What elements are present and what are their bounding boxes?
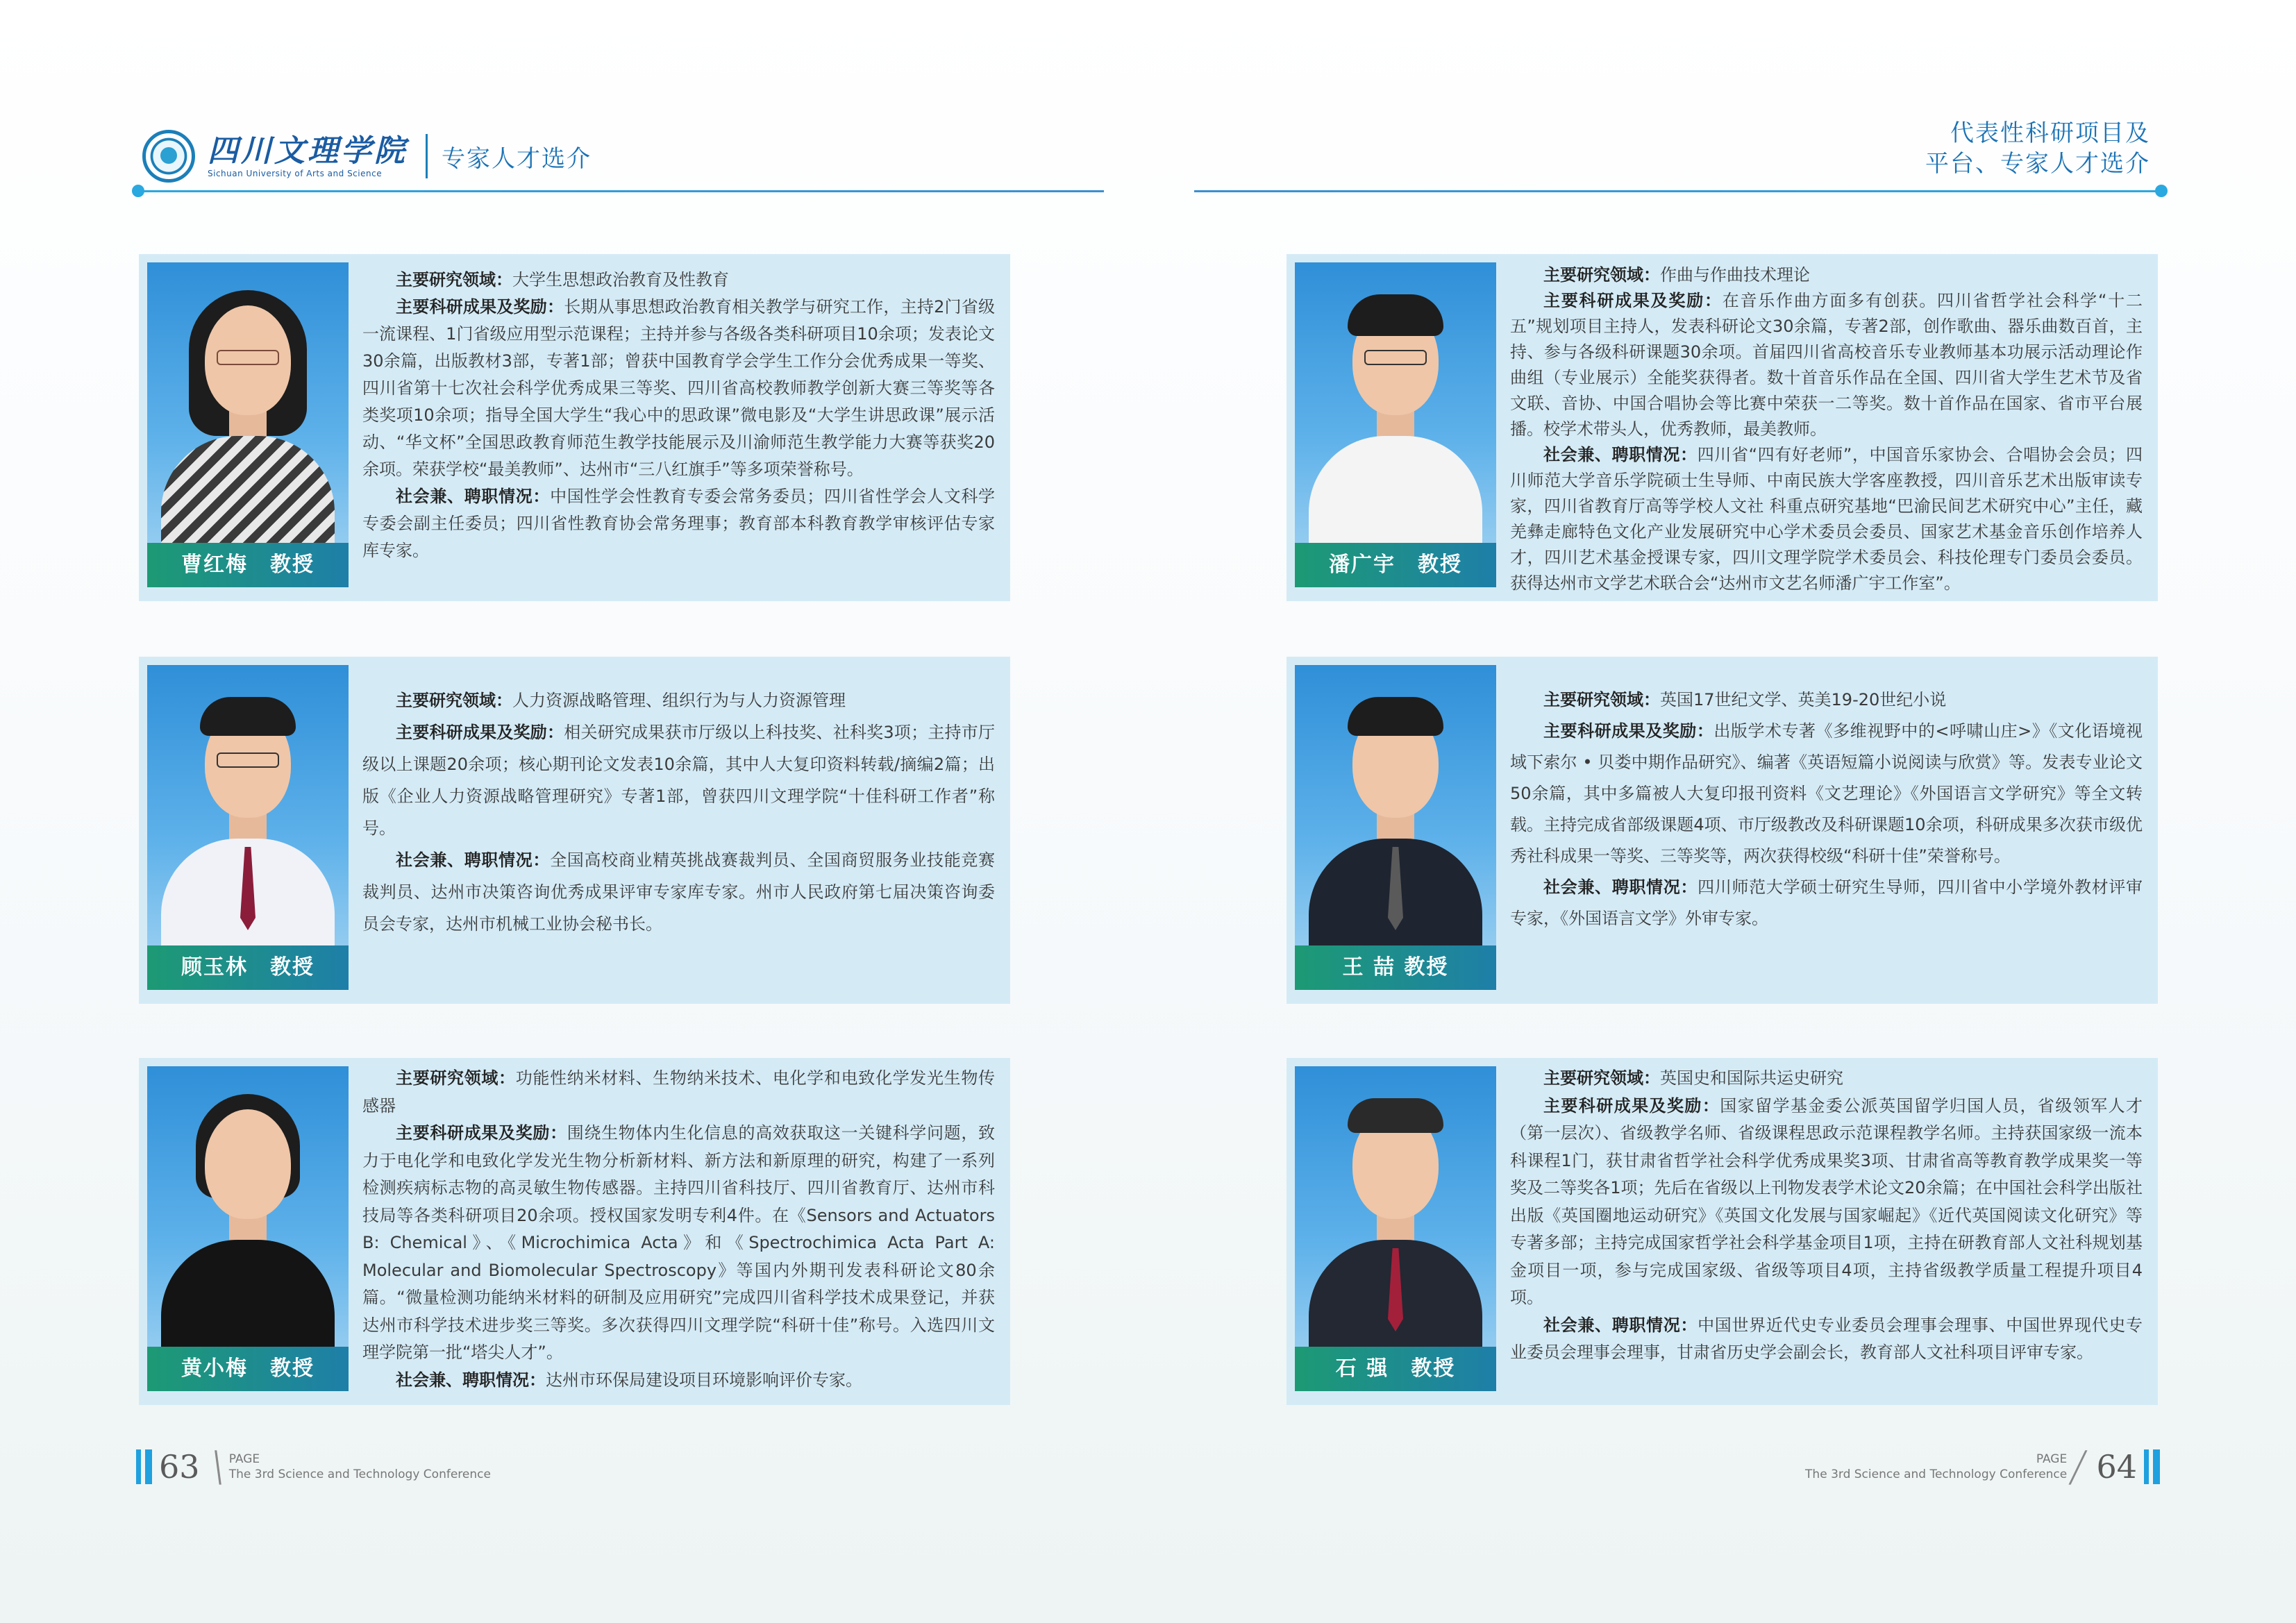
research-field: 主要研究领域：大学生思想政治教育及性教育: [396, 270, 729, 289]
research-field: 主要研究领域：功能性纳米材料、生物纳米技术、电化学和电致化学发光生物传感器: [362, 1068, 996, 1116]
social-positions: 社会兼、聘职情况：中国性学会性教育专委会常务委员；四川省性学会人文科学专委会副主任委员；四川省性教育协会常务理事；教育部本科教育教学审核评估专家库专家。: [362, 487, 996, 560]
conference-name: The 3rd Science and Technology Conference: [1805, 1468, 2068, 1481]
social-positions: 社会兼、聘职情况：达州市环保局建设项目环境影响评价专家。: [396, 1370, 862, 1390]
page-number: 63: [159, 1448, 200, 1486]
portrait-figure-icon: [1295, 665, 1496, 945]
expert-bio: [1510, 684, 2143, 934]
social-positions: 社会兼、聘职情况：四川师范大学硕士研究生导师，四川省中小学境外教材评审专家，《外国语言文学》外审专家。: [1510, 877, 2143, 928]
expert-card: [1287, 1058, 2158, 1405]
header-divider: [426, 134, 428, 178]
page-meta: [229, 1452, 491, 1482]
expert-bio: [1510, 262, 2143, 596]
research-field: 主要研究领域：作曲与作曲技术理论: [1543, 265, 1810, 285]
footer-left: [136, 1443, 491, 1491]
portrait-figure-icon: [147, 1066, 349, 1347]
expert-card: [1287, 657, 2158, 1004]
expert-bio: [362, 684, 995, 940]
section-title: 专家人才选介: [442, 144, 592, 173]
university-logo-icon: [142, 130, 195, 183]
portrait-figure-icon: [147, 262, 349, 543]
social-positions: 社会兼、聘职情况：中国世界近代史专业委员会理事会理事、中国世界现代史专业委员会理事会理事，甘肃省历史学会副会长，教育部人文社科项目评审专家。: [1510, 1315, 2143, 1362]
logo-en: Sichuan University of Arts and Science: [208, 169, 383, 178]
research-field: 主要研究领域：英国17世纪文学、英美19-20世纪小说: [1543, 690, 1947, 709]
header-left: [142, 125, 592, 187]
page-number: 64: [2096, 1448, 2137, 1486]
logo-cn: 四川文理学院: [208, 133, 408, 169]
expert-card: [139, 657, 1010, 1004]
header-rule-left: [137, 190, 1104, 192]
research-achievements: 主要科研成果及奖励：相关研究成果获市厅级以上科技奖、社科奖3项；主持市厅级以上课题20余项；核心期刊论文发表10余篇，其中人大复印资料转载/摘编2篇；出版《企业人力资源战略管理研究》专著1部，曾获四川文理学院“十佳科研工作者”称号。: [362, 723, 995, 838]
header-rule-right: [1194, 190, 2161, 192]
header-dot-right-icon: [2155, 185, 2168, 197]
page-meta: [1805, 1452, 2067, 1482]
social-positions: 社会兼、聘职情况：全国高校商业精英挑战赛裁判员、全国商贸服务业技能竞赛裁判员、达州市决策咨询优秀成果评审专家库专家。州市人民政府第七届决策咨询委员会专家，达州市机械工业协会秘书长。: [362, 850, 996, 934]
research-achievements: 主要科研成果及奖励：长期从事思想政治教育相关教学与研究工作，主持2门省级一流课程、1门省级应用型示范课程；主持并参与各级各类科研项目10余项；发表论文30余篇，出版教材3部，专著1部；曾获中国教育学会学生工作分会优秀成果一等奖、四川省第十七次社会科学优秀成果三等奖、四川省高校教师教学创新大赛三等奖等各类奖项10余项；指导全国大学生“我心中的思政课”微电影及“大学生讲思政课”展示活动、“华文杯”全国思政教育师范生教学技能展示及川渝师范生教学能力大赛等获奖20余项。荣获学校“最美教师”、达州市“三八红旗手”等多项荣誉称号。: [362, 297, 995, 479]
expert-card: [139, 254, 1010, 601]
header-right: [1925, 118, 2150, 179]
expert-name: 顾玉林 教授: [147, 945, 349, 990]
expert-photo: [1295, 665, 1496, 990]
social-positions: 社会兼、聘职情况：四川省“四有好老师”，中国音乐家协会、合唱协会会员；四川师范大学音乐学院硕士生导师、中南民族大学客座教授，四川音乐艺术出版审读专家，四川省教育厅高等学校人文社 科重点研究基地“巴渝民间艺术研究中心”主任，藏羌彝走廊特色文化产业发展研究中心学术委员会委员、国家艺术基金音乐创作培养人才，四川艺术基金授课专家，四川文理学院学术委员会、科技伦理专门委员会委员。获得达州市文学艺术联合会“达州市文艺名师潘广宇工作室”。: [1510, 445, 2143, 593]
slash-divider: \: [206, 1443, 229, 1491]
chapter-title-line1: 代表性科研项目及: [1950, 119, 2150, 147]
expert-bio: [1510, 1065, 2143, 1367]
portrait-figure-icon: [1295, 1066, 1496, 1347]
conference-name: The 3rd Science and Technology Conference: [228, 1468, 491, 1481]
page-label: PAGE: [228, 1452, 260, 1466]
expert-photo: [1295, 1066, 1496, 1391]
research-field: 主要研究领域：人力资源战略管理、组织行为与人力资源管理: [396, 691, 846, 710]
expert-name: 曹红梅 教授: [147, 543, 349, 587]
portrait-figure-icon: [147, 665, 349, 945]
expert-photo: [147, 262, 349, 587]
expert-bio: [362, 267, 995, 564]
research-achievements: 主要科研成果及奖励：在音乐作曲方面多有创获。四川省哲学社会科学“十二五”规划项目主持人，发表科研论文30余篇，专著2部，创作歌曲、器乐曲数百首，主持、参与各级科研课题30余项。首届四川省高校音乐专业教师基本功展示活动理论作曲组（专业展示）全能奖获得者。数十首音乐作品在全国、四川省大学生艺术节及省文联、音协、中国合唱协会等比赛中荣获一二等奖。数十首作品在国家、省市平台展播。校学术带头人，优秀教师，最美教师。: [1510, 291, 2143, 439]
expert-name: 黄小梅 教授: [147, 1347, 349, 1391]
slash-divider: /: [2067, 1443, 2090, 1491]
expert-card: [1287, 254, 2158, 601]
chapter-title-line2: 平台、专家人才选介: [1925, 150, 2150, 178]
expert-name: 潘广宇 教授: [1295, 543, 1496, 587]
logo-text: [208, 134, 408, 178]
page-label: PAGE: [2036, 1452, 2068, 1466]
expert-photo: [147, 1066, 349, 1391]
expert-name: 王 喆 教授: [1295, 945, 1496, 990]
expert-photo: [1295, 262, 1496, 587]
research-field: 主要研究领域：英国史和国际共运史研究: [1543, 1068, 1843, 1088]
research-achievements: 主要科研成果及奖励：出版学术专著《多维视野中的<呼啸山庄>》《文化语境视域下索尔 • 贝娄中期作品研究》、编著《英语短篇小说阅读与欣赏》等。发表专业论文50余篇，其中多篇被人大复印报刊资料《文艺理论》《外国语言文学研究》等全文转载。主持完成省部级课题4项、市厅级教改及科研课题10余项，科研成果多次获市级优秀社科成果一等奖、三等奖等，两次获得校级“科研十佳”荣誉称号。: [1510, 721, 2143, 866]
expert-name: 石 强 教授: [1295, 1347, 1496, 1391]
expert-photo: [147, 665, 349, 990]
expert-bio: [362, 1065, 995, 1394]
portrait-figure-icon: [1295, 262, 1496, 543]
page-bars-icon: [2144, 1449, 2160, 1484]
header-dot-left-icon: [132, 185, 144, 197]
research-achievements: 主要科研成果及奖励：国家留学基金委公派英国留学归国人员，省级领军人才（第一层次）、省级教学名师、省级课程思政示范课程教学名师。主持获国家级一流本科课程1门，获甘肃省哲学社会科学优秀成果奖3项、甘肃省高等教育教学成果奖一等奖及二等奖各1项；先后在省级以上刊物发表学术论文20余篇；在中国社会科学出版社出版《英国圈地运动研究》《英国文化发展与国家崛起》《近代英国阅读文化研究》等专著多部；主持完成国家哲学社会科学基金项目1项，主持在研教育部人文社科规划基金项目一项，参与完成国家级、省级等项目4项，主持省级教学质量工程提升项目4项。: [1510, 1095, 2143, 1307]
footer-right: [1805, 1443, 2160, 1491]
research-achievements: 主要科研成果及奖励：围绕生物体内生化信息的高效获取这一关键科学问题，致力于电化学和电致化学发光生物分析新材料、新方法和新原理的研究，构建了一系列检测疾病标志物的高灵敏生物传感器。主持四川省科技厅、四川省教育厅、达州市科技局等各类科研项目20余项。授权国家发明专利4件。在《Sensors and Actuators B: Chemical》、《Microchimica Acta》和《Spectrochimica Acta Part A: Molecular and Biomolecular Spectroscopy》等国内外期刊发表科研论文80余篇。“微量检测功能纳米材料的研制及应用研究”完成四川省科学技术成果登记，并获达州市科学技术进步奖三等奖。多次获得四川文理学院“科研十佳”称号。入选四川文理学院第一批“塔尖人才”。: [362, 1123, 995, 1362]
page-bars-icon: [136, 1449, 152, 1484]
expert-card: [139, 1058, 1010, 1405]
